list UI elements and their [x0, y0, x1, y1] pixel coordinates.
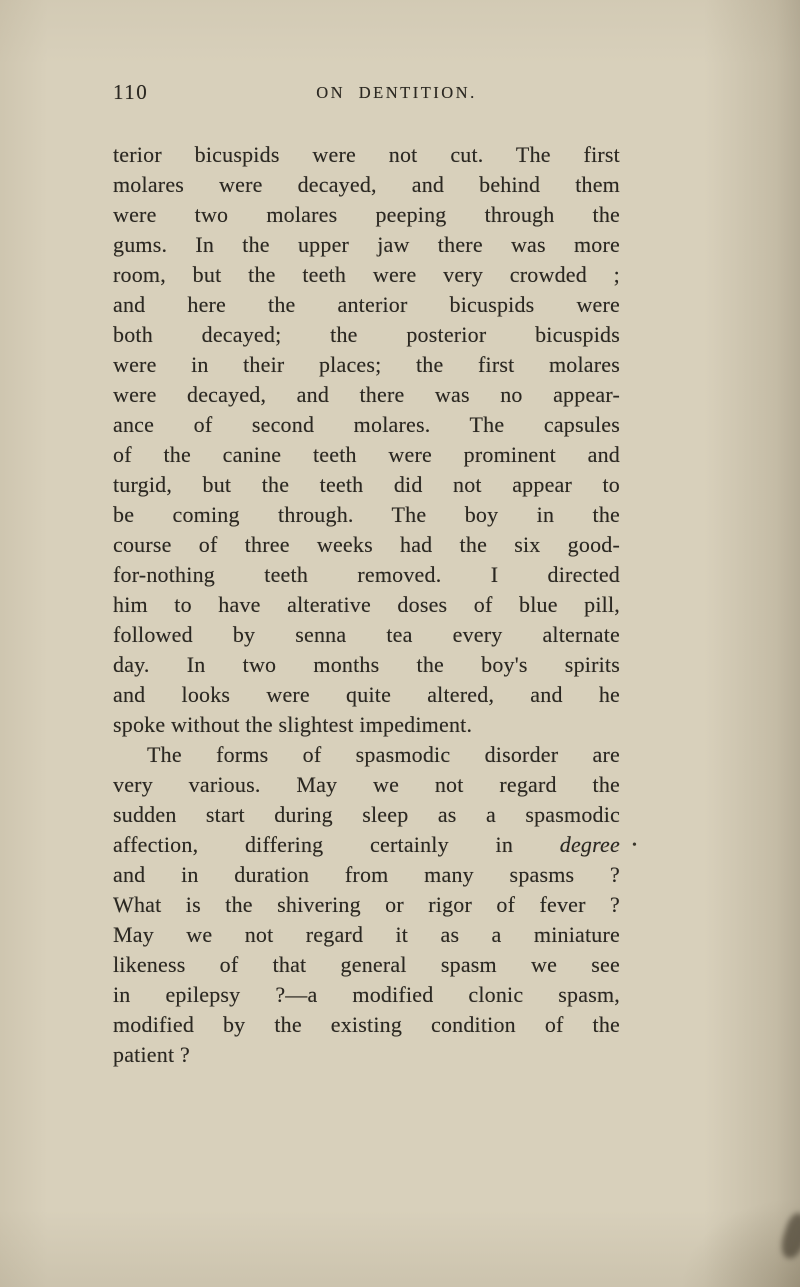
text-line: him to have alterative doses of blue pill, [113, 592, 620, 617]
text-line: patient ? [113, 1042, 190, 1067]
text-line: and looks were quite altered, and he [113, 682, 620, 707]
text-line: be coming through. The boy in the [113, 502, 620, 527]
text-line: of the canine teeth were prominent and [113, 442, 620, 467]
text-line: likeness of that general spasm we see [113, 952, 620, 977]
text-line: course of three weeks had the six good- [113, 532, 620, 557]
text-line: and in duration from many spasms ? [113, 862, 620, 887]
text-line: room, but the teeth were very crowded ; [113, 262, 620, 287]
text-line: were in their places; the first molares [113, 352, 620, 377]
text-line: followed by senna tea every alternate [113, 622, 620, 647]
page-number: 110 [113, 80, 149, 104]
text-line: modified by the existing condition of the [113, 1012, 620, 1037]
text-line: day. In two months the boy's spirits [113, 652, 620, 677]
running-head: ON DENTITION. [316, 83, 477, 102]
text-block [113, 140, 620, 1070]
text-line: for-nothing teeth removed. I directed [113, 562, 620, 587]
text-line: The forms of spasmodic disorder are [147, 742, 620, 767]
text-line: both decayed; the posterior bicuspids [113, 322, 620, 347]
text-line: sudden start during sleep as a spasmodic [113, 802, 620, 827]
text-line: and here the anterior bicuspids were [113, 292, 620, 317]
text-line: in epilepsy ?—a modified clonic spasm, [113, 982, 620, 1007]
page-header [113, 80, 620, 106]
text-line: very various. May we not regard the [113, 772, 620, 797]
text-line: were two molares peeping through the [113, 202, 620, 227]
text-line: gums. In the upper jaw there was more [113, 232, 620, 257]
text-line: turgid, but the teeth did not appear to [113, 472, 620, 497]
text-line: molares were decayed, and behind them [113, 172, 620, 197]
margin-mark: • [632, 838, 637, 853]
text-line: May we not regard it as a miniature [113, 922, 620, 947]
text-line: affection, differing certainly in degree [113, 832, 620, 857]
text-line: spoke without the slightest impediment. [113, 712, 473, 737]
text-line: ance of second molares. The capsules [113, 412, 620, 437]
text-line: were decayed, and there was no appear- [113, 382, 620, 407]
text-line: terior bicuspids were not cut. The first [113, 142, 620, 167]
text-line: What is the shivering or rigor of fever ? [113, 892, 620, 917]
